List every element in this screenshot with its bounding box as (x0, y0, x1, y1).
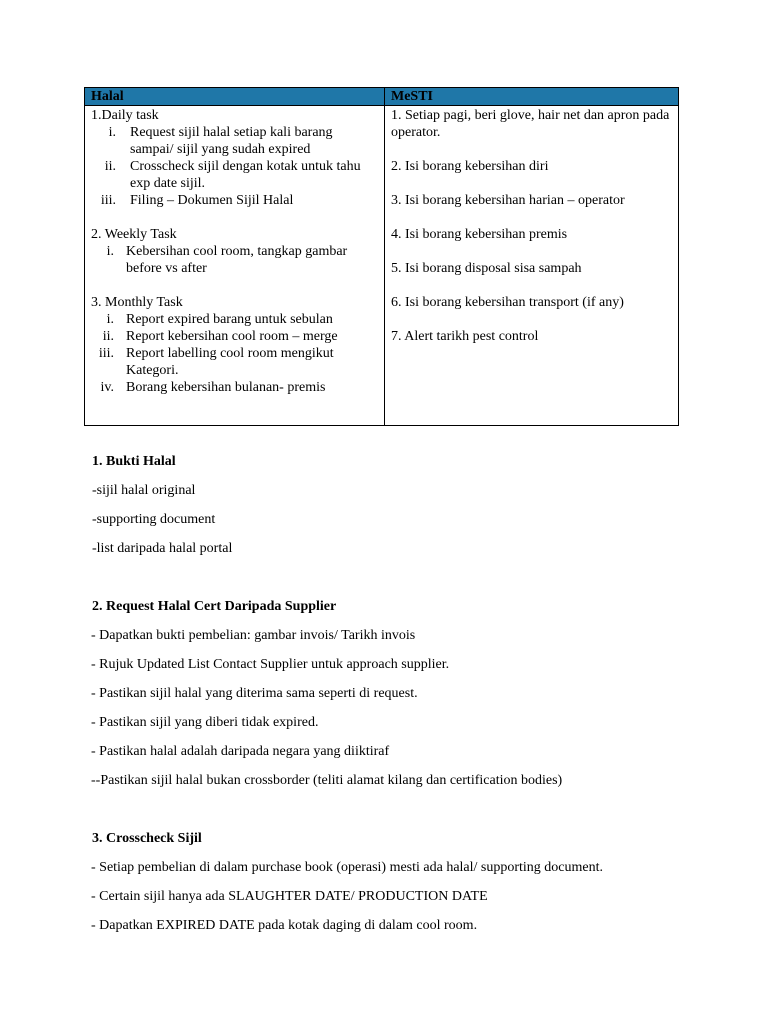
item-number: i. (106, 312, 114, 327)
list-item (91, 124, 378, 158)
section-line: - Setiap pembelian di dalam purchase book (operasi) mesti ada halal/ supporting document. (91, 860, 604, 875)
item-number: iii. (100, 193, 116, 208)
list-item (91, 345, 378, 379)
table-row (85, 106, 679, 426)
mesti-item: 5. Isi borang disposal sisa sampah (391, 261, 582, 276)
item-number: iv. (100, 380, 114, 395)
item-text: Report expired barang untuk sebulan (126, 312, 333, 327)
item-text: Report kebersihan cool room – merge (126, 329, 338, 344)
mesti-item: 2. Isi borang kebersihan diri (391, 159, 549, 174)
weekly-task-list (91, 243, 378, 277)
list-item (91, 311, 378, 328)
header-mesti: MeSTI (385, 88, 679, 106)
section-line: -sijil halal original (92, 483, 196, 498)
item-number: ii. (104, 159, 116, 174)
section-line: - Pastikan sijil halal yang diterima sama seperti di request. (91, 686, 418, 701)
section-line: - Pastikan sijil yang diberi tidak expired. (91, 715, 319, 730)
task-table (84, 87, 679, 426)
section-line: - Rujuk Updated List Contact Supplier untuk approach supplier. (91, 657, 450, 672)
item-number: i. (106, 244, 114, 259)
mesti-item: 1. Setiap pagi, beri glove, hair net dan apron pada operator. (391, 108, 670, 140)
mesti-cell (385, 106, 679, 426)
item-number: i. (108, 125, 116, 140)
section-heading-crosscheck-sijil: 3. Crosscheck Sijil (92, 831, 202, 846)
monthly-task-title: 3. Monthly Task (91, 295, 183, 310)
section-line: - Certain sijil hanya ada SLAUGHTER DATE/ PRODUCTION DATE (91, 889, 488, 904)
section-line: -list daripada halal portal (92, 541, 233, 556)
section-line: - Dapatkan EXPIRED DATE pada kotak daging di dalam cool room. (91, 918, 478, 933)
monthly-task-list (91, 311, 378, 396)
list-item (91, 379, 378, 396)
mesti-item: 7. Alert tarikh pest control (391, 329, 539, 344)
item-number: iii. (98, 346, 114, 361)
section-line: --Pastikan sijil halal bukan crossborder (teliti alamat kilang dan certification bodies) (91, 773, 563, 788)
list-item (91, 328, 378, 345)
item-text: Request sijil halal setiap kali barang sampai/ sijil yang sudah expired (130, 125, 333, 157)
daily-task-title: 1.Daily task (91, 108, 159, 123)
daily-task-list (91, 124, 378, 209)
document-body (92, 453, 712, 934)
item-text: Report labelling cool room mengikut Kategori. (126, 346, 334, 378)
section-line: - Pastikan halal adalah daripada negara yang diiktiraf (91, 744, 390, 759)
list-item (91, 158, 378, 192)
mesti-item: 3. Isi borang kebersihan harian – operator (391, 193, 625, 208)
item-text: Crosscheck sijil dengan kotak untuk tahu exp date sijil. (130, 159, 361, 191)
halal-cell (85, 106, 385, 426)
item-text: Filing – Dokumen Sijil Halal (130, 193, 294, 208)
item-text: Borang kebersihan bulanan- premis (126, 380, 326, 395)
section-heading-request-halal-cert: 2. Request Halal Cert Daripada Supplier (92, 599, 337, 614)
item-number: ii. (102, 329, 114, 344)
section-line: -supporting document (92, 512, 216, 527)
mesti-item: 6. Isi borang kebersihan transport (if any) (391, 295, 624, 310)
list-item (91, 192, 378, 209)
item-text: Kebersihan cool room, tangkap gambar before vs after (126, 244, 348, 276)
weekly-task-title: 2. Weekly Task (91, 227, 177, 242)
section-heading-bukti-halal: 1. Bukti Halal (92, 454, 176, 469)
mesti-item: 4. Isi borang kebersihan premis (391, 227, 568, 242)
list-item (91, 243, 378, 277)
header-halal: Halal (85, 88, 385, 106)
section-line: - Dapatkan bukti pembelian: gambar invois/ Tarikh invois (91, 628, 416, 643)
table-header-row (85, 88, 679, 106)
